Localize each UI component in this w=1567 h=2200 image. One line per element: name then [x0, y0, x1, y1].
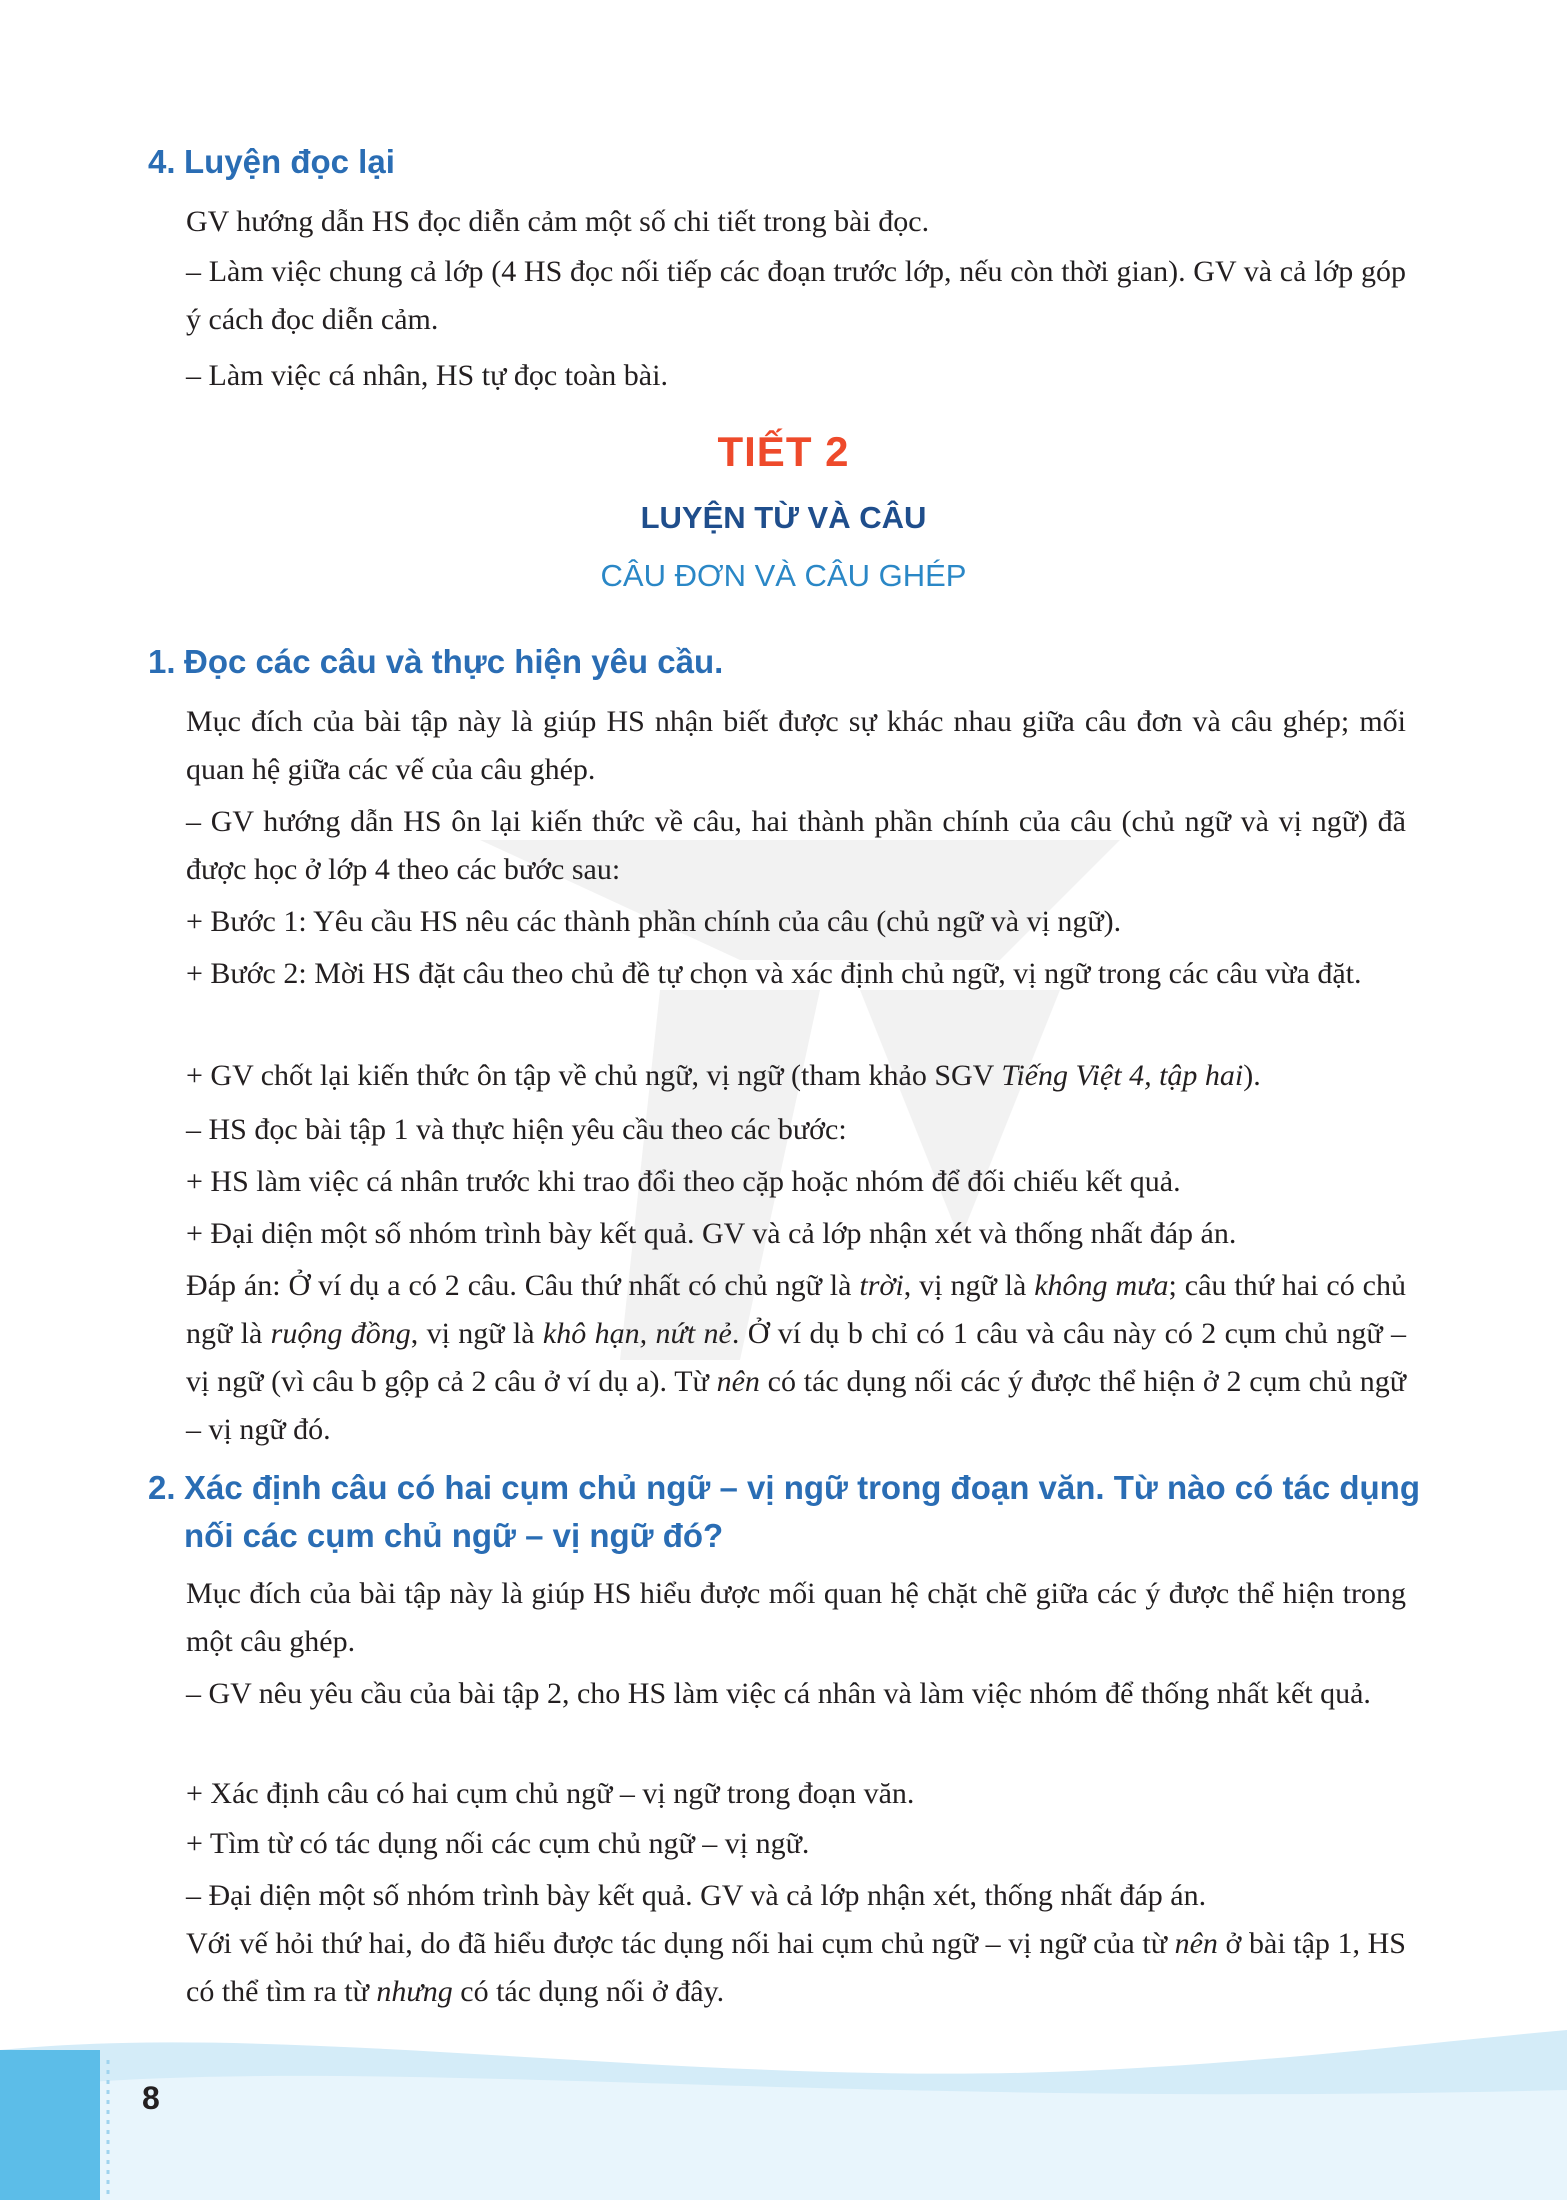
paragraph: GV hướng dẫn HS đọc diễn cảm một số chi tiết trong bài đọc. — [186, 205, 930, 238]
exercise-number: 1. — [148, 643, 176, 680]
paragraph: + Bước 1: Yêu cầu HS nêu các thành phần chính của câu (chủ ngữ và vị ngữ). — [186, 905, 1122, 938]
italic-term: nhưng — [376, 1975, 453, 2008]
text-run: , vị ngữ là — [903, 1269, 1035, 1302]
paragraph: – Đại diện một số nhóm trình bày kết quả. GV và cả lớp nhận xét, thống nhất đáp án. — [186, 1879, 1207, 1912]
text-run: Đáp án: Ở ví dụ a có 2 câu. Câu thứ nhất có chủ ngữ là — [186, 1269, 860, 1302]
lesson-period-title: TIẾT 2 — [717, 428, 850, 475]
italic-term: trời — [859, 1269, 904, 1302]
italic-term: không mưa — [1034, 1269, 1169, 1302]
paragraph: – GV hướng dẫn HS ôn lại kiến thức về câu, hai thành phần chính của câu (chủ ngữ và vị ngữ) đã được học ở lớp 4 theo các bước sau: — [186, 805, 1406, 886]
text-run: có tác dụng nối các ý được thể hiện ở 2 cụm chủ ngữ – vị ngữ đó. — [186, 1365, 1406, 1446]
paragraph: + Tìm từ có tác dụng nối các cụm chủ ngữ – vị ngữ. — [186, 1827, 810, 1860]
exercise-title-line-1: Xác định câu có hai cụm chủ ngữ – vị ngữ trong đoạn văn. Từ nào có tác dụng — [184, 1469, 1420, 1506]
exercise-title-line-2: nối các cụm chủ ngữ – vị ngữ đó? — [184, 1517, 724, 1554]
exercise-2-heading — [148, 1464, 1420, 1560]
paragraph: Mục đích của bài tập này là giúp HS nhận biết được sự khác nhau giữa câu đơn và câu ghép; mối quan hệ giữa các vế của câu ghép. — [186, 705, 1406, 786]
italic-term: nên — [1174, 1927, 1218, 1960]
paragraph: Mục đích của bài tập này là giúp HS hiểu được mối quan hệ chặt chẽ giữa các ý được thể hiện trong một câu ghép. — [186, 1577, 1406, 1658]
exercise-number: 2. — [148, 1469, 176, 1506]
text-run: + GV chốt lại kiến thức ôn tập về chủ ngữ, vị ngữ (tham khảo SGV — [186, 1059, 1002, 1092]
paragraph: + Bước 2: Mời HS đặt câu theo chủ đề tự chọn và xác định chủ ngữ, vị ngữ trong các câu vừa đặt. — [186, 957, 1362, 990]
text-run: ; câu thứ hai có chủ ngữ là — [186, 1269, 1406, 1350]
text-run: ). — [1243, 1059, 1261, 1092]
paragraph: – HS đọc bài tập 1 và thực hiện yêu cầu theo các bước: — [186, 1113, 847, 1146]
page-number: 8 — [142, 2080, 160, 2116]
section-number: 4. — [148, 143, 176, 180]
text-run: , vị ngữ là — [410, 1317, 543, 1350]
exercise-1-heading — [148, 638, 723, 686]
text-run: ở bài tập 1, HS có thể tìm ra từ — [186, 1927, 1406, 2008]
paragraph: + HS làm việc cá nhân trước khi trao đổi theo cặp hoặc nhóm để đối chiếu kết quả. — [186, 1165, 1181, 1198]
paragraph: – GV nêu yêu cầu của bài tập 2, cho HS làm việc cá nhân và làm việc nhóm để thống nhất kết quả. — [186, 1677, 1371, 1710]
paragraph: – Làm việc chung cả lớp (4 HS đọc nối tiếp các đoạn trước lớp, nếu còn thời gian). GV và cả lớp góp ý cách đọc diễn cảm. — [186, 255, 1406, 336]
italic-term: nên — [716, 1365, 760, 1398]
paragraph-gv-summary — [186, 1052, 1406, 1100]
footer-wave-decoration — [0, 2030, 1567, 2200]
paragraph: + Đại diện một số nhóm trình bày kết quả. GV và cả lớp nhận xét và thống nhất đáp án. — [186, 1217, 1237, 1250]
exercise-title: Đọc các câu và thực hiện yêu cầu. — [184, 643, 724, 680]
section-title: Luyện đọc lại — [184, 143, 395, 180]
topic-title: CÂU ĐƠN VÀ CÂU GHÉP — [600, 558, 967, 593]
paragraph: + Xác định câu có hai cụm chủ ngữ – vị ngữ trong đoạn văn. — [186, 1777, 915, 1810]
section-4-heading — [148, 138, 395, 186]
text-run: có tác dụng nối ở đây. — [452, 1975, 725, 2008]
text-run: Với vế hỏi thứ hai, do đã hiểu được tác dụng nối hai cụm chủ ngữ – vị ngữ của từ — [186, 1927, 1175, 1960]
book-title: Tiếng Việt 4, tập hai — [1001, 1059, 1244, 1092]
subject-title: LUYỆN TỪ VÀ CÂU — [640, 500, 927, 535]
text-run: . Ở ví dụ b chỉ có 1 câu và câu này có 2 cụm chủ ngữ – vị ngữ (vì câu b gộp cả 2 câu ở ví dụ a). Từ — [186, 1317, 1406, 1398]
closing-paragraph — [186, 1920, 1406, 2016]
paragraph: – Làm việc cá nhân, HS tự đọc toàn bài. — [186, 359, 668, 392]
italic-term: ruộng đồng — [270, 1317, 411, 1350]
answer-paragraph — [186, 1262, 1406, 1454]
italic-term: khô hạn, nứt nẻ — [542, 1317, 732, 1350]
